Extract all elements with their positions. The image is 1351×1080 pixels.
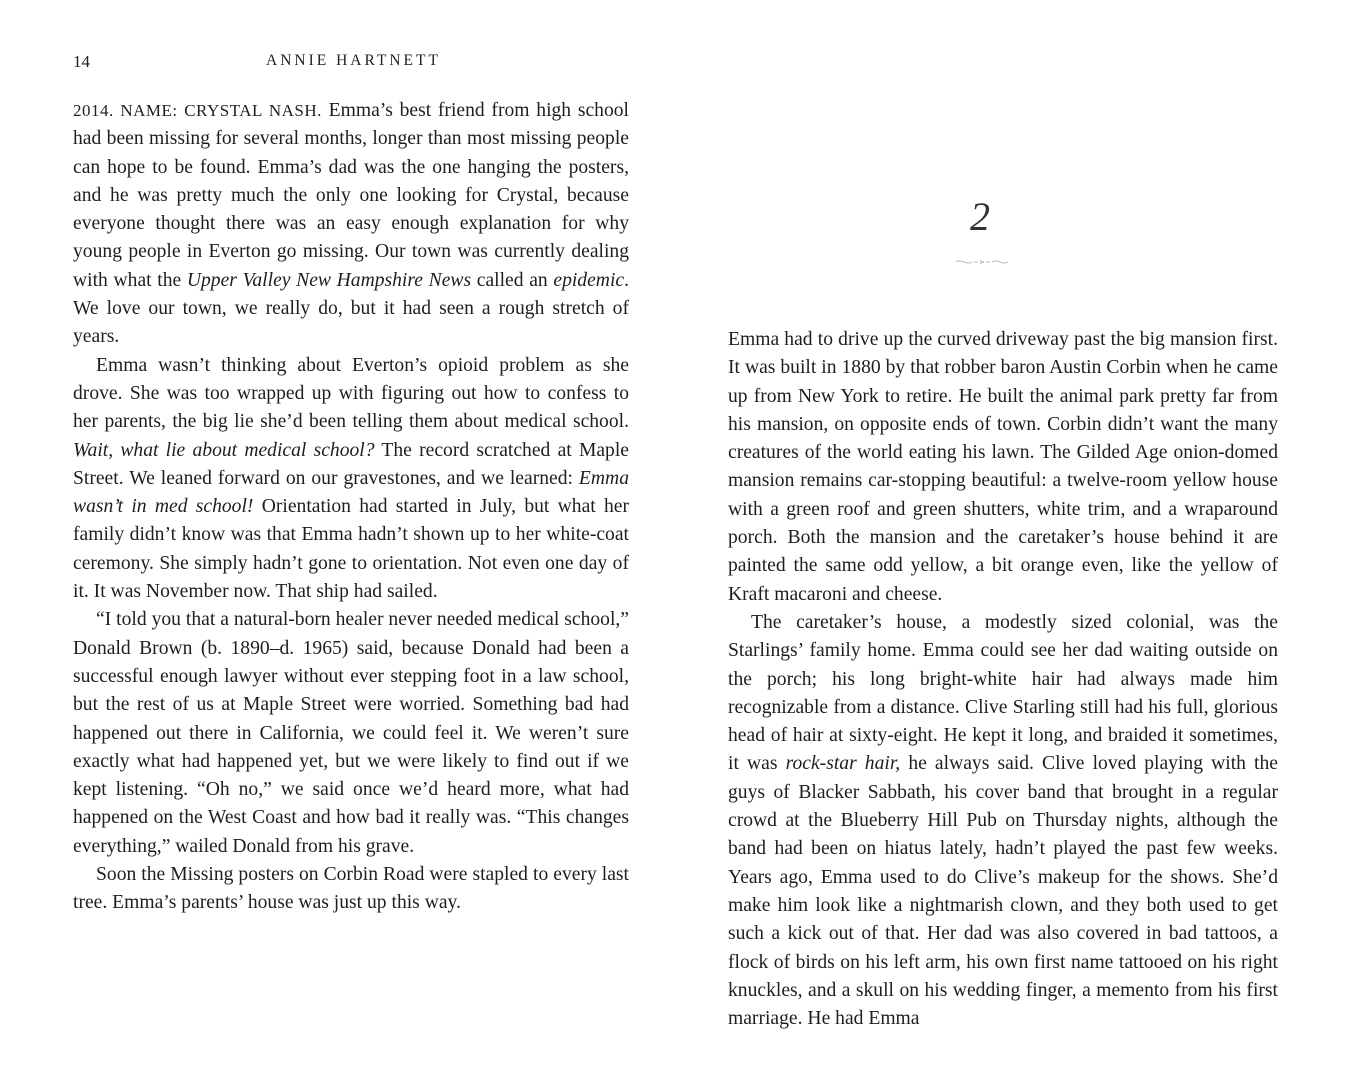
body-text-run: Soon the Missing posters on Corbin Road were stapled to every last tree. Emma’s parents’ house was just up this way. xyxy=(73,864,629,914)
page-number: 14 xyxy=(73,52,90,71)
paragraph xyxy=(73,97,629,352)
right-page xyxy=(676,0,1351,1080)
left-page-body-text xyxy=(73,97,629,918)
paragraph xyxy=(728,326,1278,609)
body-text-run: called an xyxy=(471,269,554,291)
body-text-run: Emma had to drive up the curved driveway past the big mansion first. It was built in 1880 by that robber baron Austin Corbin when he came up from New York to retire. He built the animal park pretty far from his mansion, on opposite ends of town. Corbin didn’t want the many creatures of the world eating his lawn. The Gilded Age onion-domed mansion remains car-stopping beautiful: a twelve-room yellow house with a green roof and green shutters, white trim, and a wraparound porch. Both the mansion and the caretaker’s house behind it are painted the same odd yellow, a bit orange even, like the yellow of Kraft macaroni and cheese. xyxy=(728,329,1278,605)
italic-text: Wait, what lie about medical school? xyxy=(73,439,375,461)
ornament-flourish-icon xyxy=(952,255,1012,269)
body-text-run: Emma wasn’t thinking about Everton’s opioid problem as she drove. She was too wrapped up with figuring out how to confess to her parents, the big lie she’d been telling them about medical school. xyxy=(73,354,629,433)
paragraph xyxy=(73,861,629,918)
italic-text: epidemic xyxy=(553,269,625,291)
body-text-run: Orientation had started in July, but what her family didn’t know was that Emma hadn’t shown up to her white-coat ceremony. She simply hadn’t gone to orientation. Not even one day of it. It was November now. That ship had sailed. xyxy=(73,496,629,603)
body-text-run: Emma’s best friend from high school had been missing for several months, longer than most missing people can hope to be found. Emma’s dad was the one hanging the posters, and he was pretty much the only one looking for Crystal, because everyone thought there was an easy enough explanation for why young people in Everton go missing. Our town was currently dealing with what the xyxy=(73,100,630,291)
paragraph xyxy=(728,609,1278,1033)
body-text-run: “I told you that a natural-born healer never needed medical school,” Donald Brown (b. 1890–d. 1965) said, because Donald had been a successful enough lawyer without ever stepping foot in a law school, but the rest of us at Maple Street were worried. Something bad had happened out there in California, we could feel it. We weren’t sure exactly what had happened yet, but we were likely to find out if we kept listening. “Oh no,” we said once we’d heard more, what had happened on the West Coast and how bad it really was. “This changes everything,” wailed Donald from his grave. xyxy=(73,609,629,857)
body-text-run: The caretaker’s house, a modestly sized colonial, was the Starlings’ family home. Emma could see her dad waiting outside on the porch; his long bright-white hair had always made him recognizable from a distance. Clive Starling still had his full, glorious head of hair at sixty-eight. He kept it long, and braided it sometimes, it was xyxy=(728,611,1278,775)
smallcaps-text: 2014. NAME: CRYSTAL NASH. xyxy=(73,101,322,120)
body-text-run: he always said. Clive loved playing with the guys of Blacker Sabbath, his cover band that brought in a regular crowd at the Blueberry Hill Pub on Thursday nights, although the band had been on hiatus lately, hadn’t played the past few weeks. Years ago, Emma used to do Clive’s makeup for the shows. She’d make him look like a nightmarish clown, and they both used to get such a kick out of that. Her dad was also covered in bad tattoos, a flock of birds on his left arm, his own first name tattooed on his right knuckles, and a skull on his wedding finger, a memento from his first marriage. He had Emma xyxy=(728,753,1278,1030)
paragraph xyxy=(73,352,629,607)
right-page-body-text xyxy=(728,326,1278,1033)
italic-text: Upper Valley New Hampshire News xyxy=(186,269,472,291)
body-text-run: The record scratched at Maple Street. We leaned forward on our gravestones, and we learned: xyxy=(73,439,629,489)
body-text-run: . We love our town, we really do, but it had seen a rough stretch of years. xyxy=(73,269,630,348)
chapter-number: 2 xyxy=(970,194,990,239)
italic-text: rock-star hair, xyxy=(785,753,901,775)
italic-text: Emma wasn’t in med school! xyxy=(73,467,629,518)
left-page xyxy=(0,0,675,1080)
paragraph xyxy=(73,606,629,861)
running-head xyxy=(73,52,633,76)
running-head-author: ANNIE HARTNETT xyxy=(266,52,441,69)
